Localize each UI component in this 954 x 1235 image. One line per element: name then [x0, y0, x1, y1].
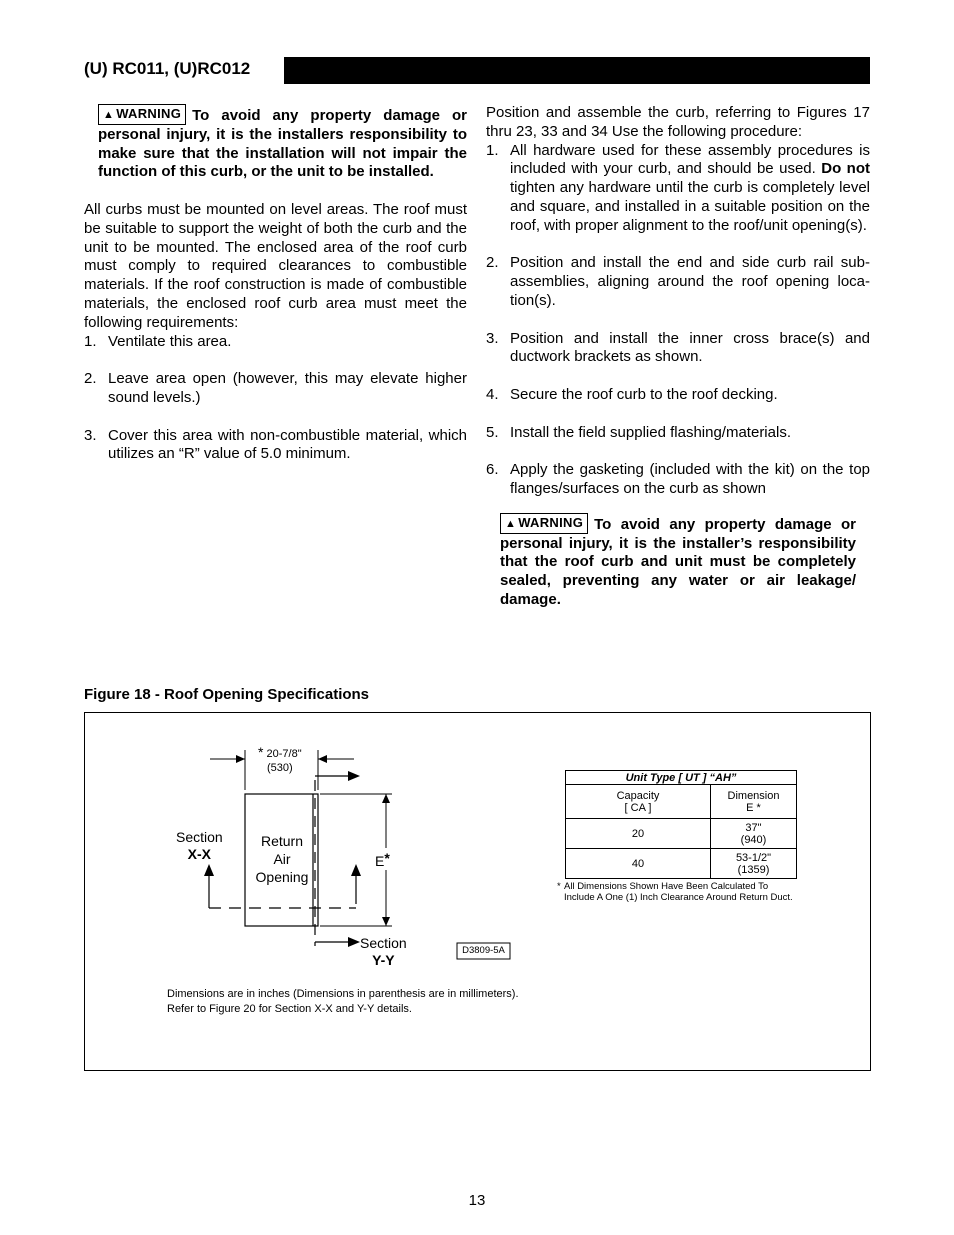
arrowhead [318, 755, 327, 763]
warning-badge-label: WARNING [518, 514, 584, 530]
page-number: 13 [468, 1192, 486, 1209]
procedure-intro: Position and assemble the curb, referring to Figures 17 thru 23, 33 and 34 Use the following procedure: [486, 104, 870, 140]
item-text: Cover this area with non-combustible material, which utilizes an “R” value of 5.0 minimum. [108, 426, 467, 463]
item-number: 3. [486, 329, 499, 347]
table-column-headers [566, 785, 797, 819]
emphasis-text: Do not [821, 160, 870, 178]
item-number: 1. [486, 141, 499, 159]
arrowhead [236, 755, 245, 763]
item-number: 4. [486, 385, 499, 403]
item-text: Leave area open (however, this may elevate higher sound levels.) [108, 370, 467, 406]
item-text: Apply the gasketing (included with the kit) on the top flanges/surfaces on the curb as shown [510, 461, 870, 497]
item-number: 3. [84, 426, 97, 444]
cell-capacity: 40 [566, 849, 711, 879]
dimension-table [565, 770, 797, 879]
opening-label: Return Air Opening [255, 833, 309, 885]
warning-triangle-icon: ▲ [505, 517, 517, 530]
warning-triangle-icon: ▲ [103, 109, 115, 121]
arrowhead [382, 917, 390, 926]
warning-text: To avoid any property damage or personal injury, it is the installers responsibility to make sure that the installation will not impair the function of this curb, or the unit to be installed. [98, 107, 467, 181]
width-dimension-label: * 20-7/8" (530) [258, 744, 302, 774]
item-number: 1. [84, 332, 97, 350]
arrowhead [382, 794, 390, 803]
dimension-e-label: E* [375, 850, 390, 869]
arrowhead [348, 937, 360, 947]
item-number: 5. [486, 423, 499, 441]
table-header-row [566, 771, 797, 785]
arrowhead [348, 771, 360, 781]
page-header-title: (U) RC011, (U)RC012 [84, 59, 251, 78]
cell-dimension: 37" (940) [711, 819, 797, 849]
dimension-note: Refer to Figure 20 for Section X-X and Y-Y details. [167, 1003, 412, 1015]
item-number: 6. [486, 461, 499, 479]
table-footnote: * All Dimensions Shown Have Been Calculated To Include A One (1) Inch Clearance Around Return Duct. [557, 881, 793, 903]
warning-text: To avoid any property damage or personal injury, it is the installer’s responsibility that the roof curb and unit must be completely sealed, preventing any water or air leakage/ damage. [500, 515, 856, 608]
column-header-dimension: Dimension E * [711, 785, 797, 819]
item-text: All hardware used for these assembly procedures is included with your curb, and should be used. Do not tighten any hardware until the curb is completely level and square, and installed in a suitable position on the roof, with proper alignment to the roof/unit opening(s). [510, 141, 870, 234]
item-number: 2. [486, 254, 499, 272]
column-header-capacity: Capacity [ CA ] [566, 785, 711, 819]
item-text: Install the field supplied flashing/materials. [510, 423, 791, 441]
item-text: Secure the roof curb to the roof decking. [510, 385, 778, 403]
item-text: Position and install the inner cross brace(s) and ductwork brackets as shown. [510, 329, 870, 366]
dimension-note: Dimensions are in inches (Dimensions in parenthesis are in millimeters). [167, 988, 519, 1000]
section-xx-label: Section X-X [176, 829, 223, 862]
dimension-notes [167, 987, 519, 1017]
drawing-id: D3809-5A [462, 945, 505, 956]
cell-dimension: 53-1/2" (1359) [711, 849, 797, 879]
arrowhead [204, 864, 214, 876]
item-text: Ventilate this area. [108, 332, 232, 350]
warning-badge-label: WARNING [116, 106, 182, 121]
table-row [566, 849, 797, 879]
section-yy-label: Section Y-Y [360, 935, 407, 968]
table-row [566, 819, 797, 849]
arrowhead [351, 864, 361, 876]
item-text: Position and install the end and side curb rail sub-assemblies, aligning around the roof opening loca-tion(s). [510, 254, 870, 309]
table-header: Unit Type [ UT ] “AH” [566, 771, 797, 785]
figure-caption: Figure 18 - Roof Opening Specifications [84, 686, 370, 703]
item-number: 2. [84, 370, 97, 388]
intro-paragraph: All curbs must be mounted on level areas. The roof must be suitable to support the weight of both the curb and the unit to be mounted. The enclosed area of the roof curb must comply to required clearances to combustible materials. If the roof construction is made of combustible materials, the enclosed roof curb area must meet the following requirements: [84, 200, 467, 331]
cell-capacity: 20 [566, 819, 711, 849]
